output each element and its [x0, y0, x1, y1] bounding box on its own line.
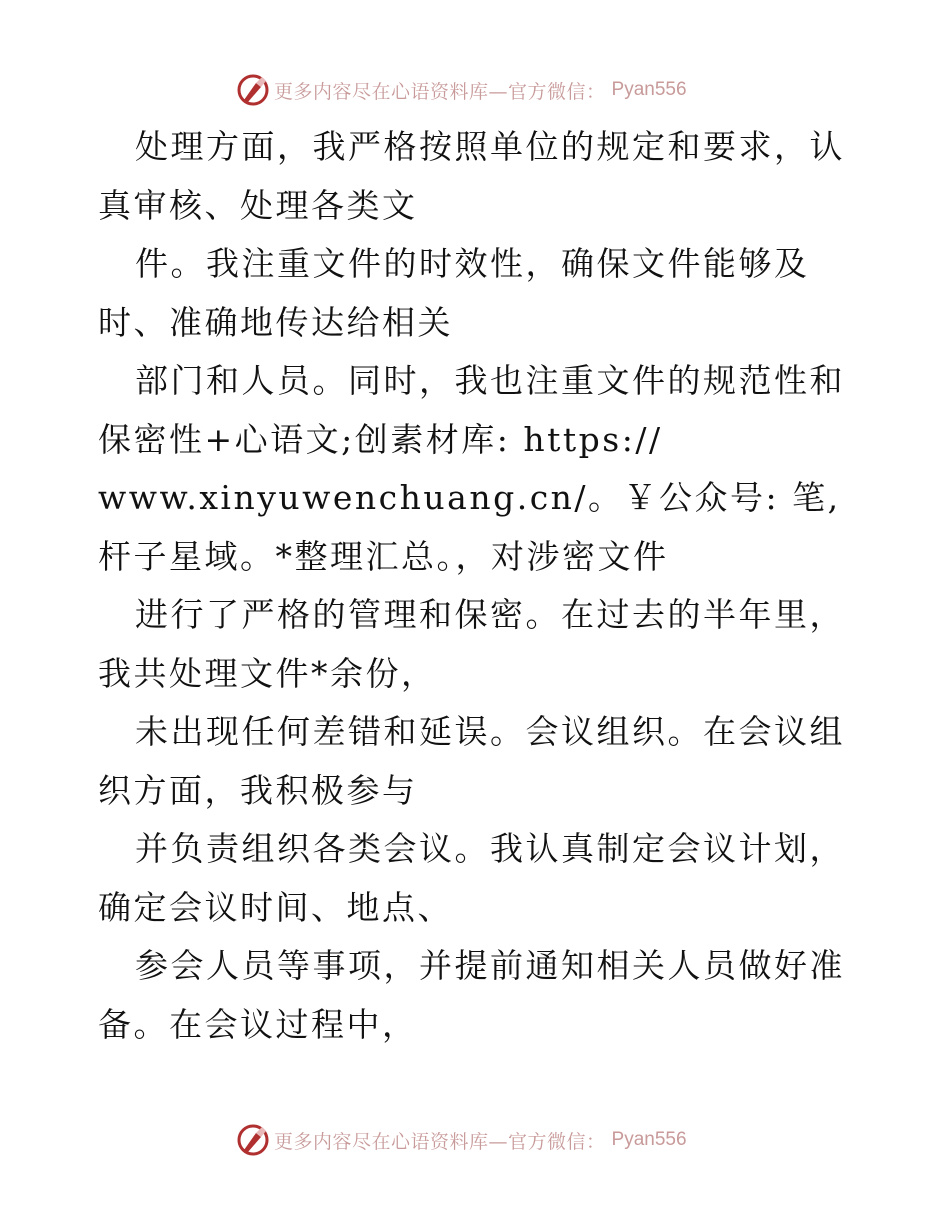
paragraph: 参会人员等事项，并提前通知相关人员做好准备。在会议过程中，: [98, 946, 845, 1044]
pen-nib-logo-icon: [236, 73, 270, 107]
watermark-text: 更多内容尽在心语资料库—官方微信：: [274, 1130, 606, 1153]
watermark-text: 更多内容尽在心语资料库—官方微信：: [274, 80, 606, 103]
paragraph: 未出现任何差错和延误。会议组织。在会议组织方面，我积极参与: [98, 712, 845, 810]
paragraph: 并负责组织各类会议。我认真制定会议计划，确定会议时间、地点、: [98, 829, 845, 927]
document-body: [98, 118, 858, 1054]
header-watermark: [236, 72, 687, 108]
paragraph: www.xinyuwenchuang.cn/。￥公众号: 笔,杆子星域。*整理汇总。，对涉密文件: [98, 478, 841, 576]
paragraph: 件。我注重文件的时效性，确保文件能够及时、准确地传达给相关: [98, 244, 810, 342]
watermark-contact: Pyan556: [611, 79, 687, 100]
paragraph: 部门和人员。同时，我也注重文件的规范性和保密性+心语文;创素材库: https://: [98, 361, 845, 459]
paragraph: 进行了严格的管理和保密。在过去的半年里，我共处理文件*余份，: [98, 595, 845, 693]
pen-nib-logo-icon: [236, 1123, 270, 1157]
watermark-contact: Pyan556: [611, 1129, 687, 1150]
paragraph: 处理方面，我严格按照单位的规定和要求，认真审核、处理各类文: [98, 127, 845, 225]
footer-watermark: [236, 1122, 687, 1158]
